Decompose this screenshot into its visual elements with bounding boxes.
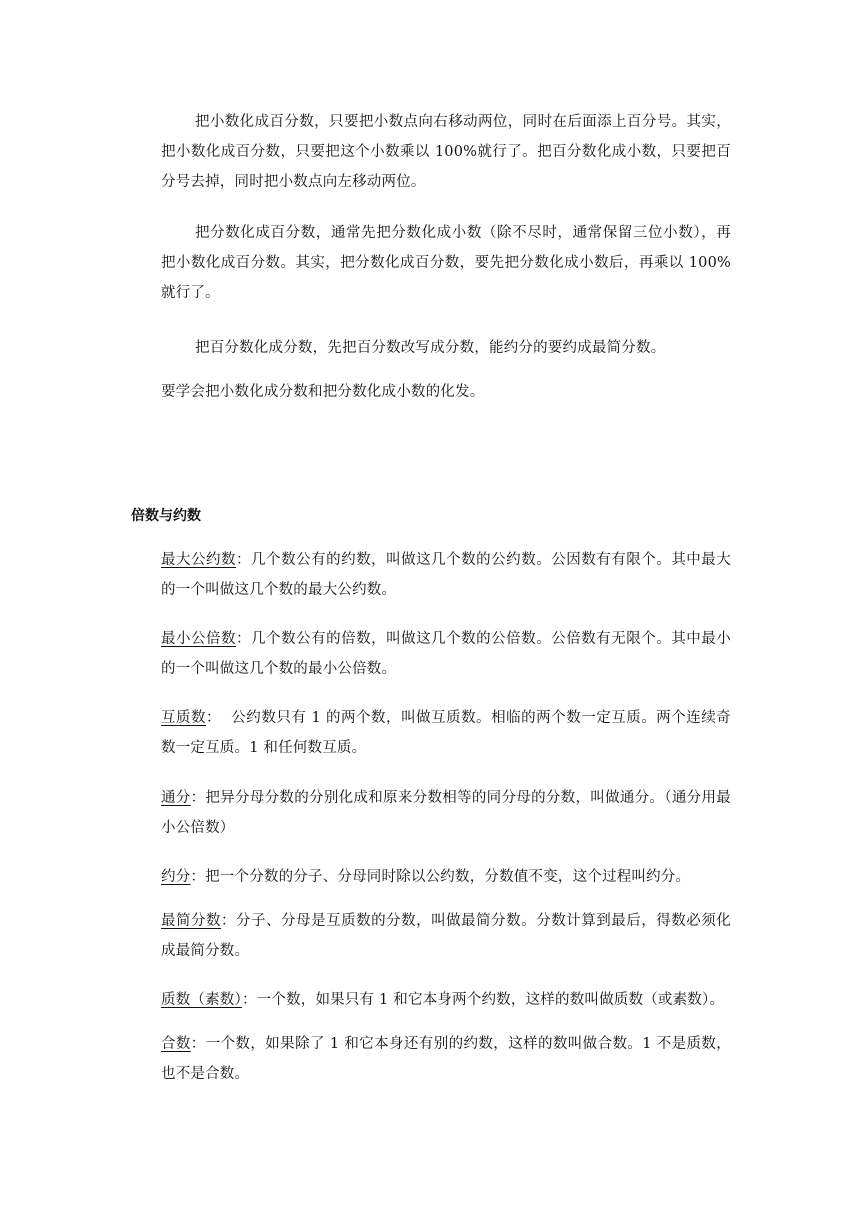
term-label: 最简分数 (161, 913, 222, 929)
term-label: 互质数 (161, 710, 207, 726)
definition-text: ：几个数公有的约数，叫做这几个数的公约数。公因数有有限个。其中最大的一个叫做这几个数的最大公约数。 (161, 552, 731, 598)
definition-text: ：一个数，如果只有 1 和它本身两个约数，这样的数叫做质数（或素数）。 (241, 992, 725, 1008)
definition-lcm (161, 624, 731, 684)
section-heading: 倍数与约数 (131, 508, 201, 524)
paragraph-fraction-to-percent: 把分数化成百分数，通常先把分数化成小数（除不尽时，通常保留三位小数），再把小数化成百分数。其实，把分数化成百分数，要先把分数化成小数后，再乘以 100%就行了。 (161, 225, 731, 301)
definition-text: ：把一个分数的分子、分母同时除以公约数，分数值不变，这个过程叫约分。 (190, 869, 691, 885)
definition-composite (161, 1029, 731, 1089)
term-label: 质数（素数） (161, 992, 242, 1008)
term-label: 约分 (161, 869, 191, 885)
definition-gcd (161, 545, 731, 605)
term-label: 合数 (161, 1036, 191, 1052)
definition-text: ：把异分母分数的分别化成和原来分数相等的同分母的分数，叫做通分。（通分用最小公倍数） (161, 790, 731, 836)
term-label: 通分 (161, 790, 191, 806)
definition-simplest-fraction (161, 906, 731, 966)
definition-common-denominator (161, 783, 731, 843)
paragraph-percent-to-fraction: 把百分数化成分数，先把百分数改写成分数，能约分的要约成最简分数。 (195, 340, 666, 356)
paragraph-decimal-to-percent: 把小数化成百分数，只要把小数点向右移动两位，同时在后面添上百分号。其实，把小数化成百分数，只要把这个小数乘以 100%就行了。把百分数化成小数，只要把百分号去掉，同时把小数点向左移动两位。 (161, 114, 731, 190)
definition-text: ：一个数，如果除了 1 和它本身还有别的约数，这样的数叫做合数。1 不是质数，也不是合数。 (161, 1036, 731, 1082)
definition-reduction (161, 862, 731, 892)
definition-coprime (161, 703, 731, 763)
term-label: 最大公约数 (161, 552, 237, 568)
definition-text: ：几个数公有的倍数，叫做这几个数的公倍数。公倍数有无限个。其中最小的一个叫做这几个数的最小公倍数。 (161, 631, 731, 677)
definition-text: ：分子、分母是互质数的分数，叫做最简分数。分数计算到最后，得数必须化成最简分数。 (161, 913, 731, 959)
paragraph-conversion-note: 要学会把小数化成分数和把分数化成小数的化发。 (161, 384, 485, 400)
definition-prime (161, 985, 731, 1015)
definition-text: ： 公约数只有 1 的两个数，叫做互质数。相临的两个数一定互质。两个连续奇数一定互质。1 和任何数互质。 (161, 710, 731, 756)
term-label: 最小公倍数 (161, 631, 237, 647)
